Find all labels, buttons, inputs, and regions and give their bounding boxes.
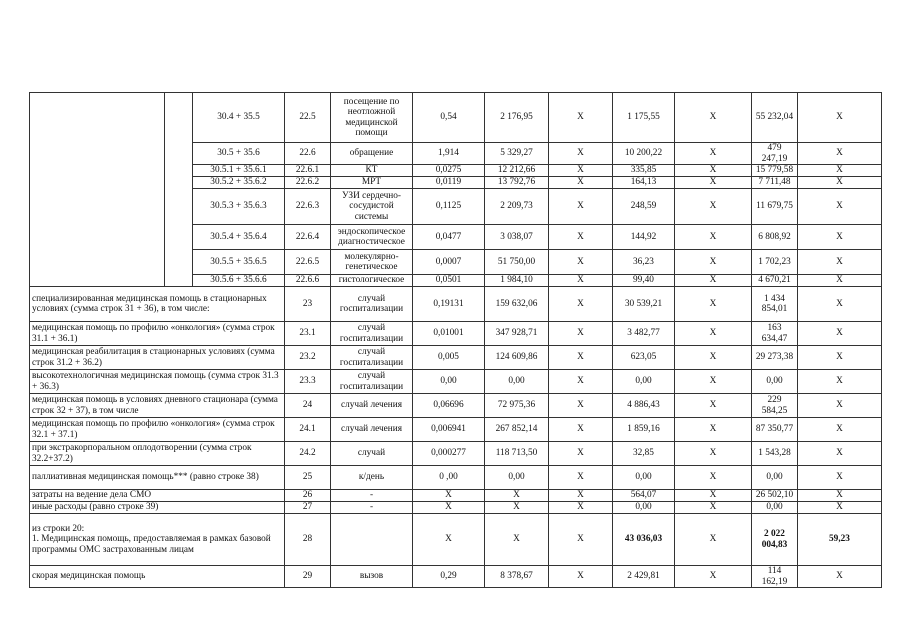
row-formula: 30.5.2 + 35.6.2 (193, 177, 285, 189)
row-value-c1: X (549, 418, 613, 442)
row-line-number: 24.2 (285, 442, 331, 466)
row-unit: УЗИ сердечно-сосудистой системы (331, 189, 413, 225)
row-value-c5: X (798, 177, 882, 189)
row-value-norm: 0,000277 (413, 442, 485, 466)
row-value-c2: 623,05 (613, 346, 675, 370)
row-description: медицинская помощь по профилю «онкология» (сумма строк 31.1 + 36.1) (30, 322, 285, 346)
row-value-c4: 6 808,92 (752, 225, 798, 250)
row-unit: эндоскопическое диагностическое (331, 225, 413, 250)
row-value-c5: X (798, 143, 882, 165)
row-line-number: 29 (285, 566, 331, 588)
row-value-norm: 0,01001 (413, 322, 485, 346)
row-value-c3: X (675, 177, 752, 189)
table-body (30, 93, 882, 588)
row-description: медицинская реабилитация в стационарных условиях (сумма строк 31.2 + 36.2) (30, 346, 285, 370)
omc-cost-table (29, 92, 882, 588)
row-value-cost: 2 176,95 (485, 93, 549, 143)
row-value-c2: 564,07 (613, 490, 675, 502)
row-value-c5: X (798, 394, 882, 418)
row-value-c4: 15 779,58 (752, 165, 798, 177)
row-line-number: 22.6.3 (285, 189, 331, 225)
row-value-c4: 7 711,48 (752, 177, 798, 189)
table-row (30, 466, 882, 490)
row-value-c1: X (549, 566, 613, 588)
row-line-number: 28 (285, 514, 331, 566)
row-value-c1: X (549, 165, 613, 177)
row-value-c4: 0,00 (752, 370, 798, 394)
row-value-c3: X (675, 490, 752, 502)
row-unit: гистологическое (331, 275, 413, 287)
row-value-norm: 0,005 (413, 346, 485, 370)
row-value-norm: 0,0501 (413, 275, 485, 287)
row-line-number: 24 (285, 394, 331, 418)
table-row (30, 394, 882, 418)
row-value-c1: X (549, 275, 613, 287)
row-line-number: 24.1 (285, 418, 331, 442)
row-line-number: 22.6.5 (285, 250, 331, 275)
row-value-c5: X (798, 346, 882, 370)
row-value-c3: X (675, 250, 752, 275)
row-line-number: 23.3 (285, 370, 331, 394)
row-value-c4: 229 584,25 (752, 394, 798, 418)
row-value-norm: 0,00 (413, 370, 485, 394)
row-value-cost: 12 212,66 (485, 165, 549, 177)
row-value-c3: X (675, 225, 752, 250)
row-value-cost: 72 975,36 (485, 394, 549, 418)
row-unit: случай госпитализации (331, 287, 413, 322)
row-value-c3: X (675, 466, 752, 490)
row-value-cost: 0,00 (485, 466, 549, 490)
row-value-c3: X (675, 322, 752, 346)
row-value-c2: 10 200,22 (613, 143, 675, 165)
row-value-c2: 30 539,21 (613, 287, 675, 322)
row-value-c4: 26 502,10 (752, 490, 798, 502)
row-value-cost: 267 852,14 (485, 418, 549, 442)
row-value-norm: 0,19131 (413, 287, 485, 322)
row-value-c3: X (675, 370, 752, 394)
row-value-c1: X (549, 346, 613, 370)
row-value-cost: 1 984,10 (485, 275, 549, 287)
row-value-norm: X (413, 514, 485, 566)
row-value-norm: 0,006941 (413, 418, 485, 442)
row-value-c1: X (549, 442, 613, 466)
row-value-cost: 5 329,27 (485, 143, 549, 165)
row-value-c4: 0,00 (752, 466, 798, 490)
row-value-c4: 1 434 854,01 (752, 287, 798, 322)
row-line-number: 25 (285, 466, 331, 490)
row-description: затраты на ведение дела СМО (30, 490, 285, 502)
row-formula: 30.5 + 35.6 (193, 143, 285, 165)
row-value-c1: X (549, 189, 613, 225)
row-formula: 30.5.1 + 35.6.1 (193, 165, 285, 177)
row-value-cost: 2 209,73 (485, 189, 549, 225)
row-formula: 30.5.3 + 35.6.3 (193, 189, 285, 225)
row-value-c5: X (798, 275, 882, 287)
row-value-c4: 479 247,19 (752, 143, 798, 165)
row-value-c3: X (675, 275, 752, 287)
row-value-c5: X (798, 418, 882, 442)
table-row (30, 442, 882, 466)
row-value-c3: X (675, 514, 752, 566)
row-unit: случай госпитализации (331, 322, 413, 346)
table-row (30, 502, 882, 514)
row-formula: 30.5.4 + 35.6.4 (193, 225, 285, 250)
row-unit: к/день (331, 466, 413, 490)
row-line-number: 22.6.6 (285, 275, 331, 287)
row-value-norm: 1,914 (413, 143, 485, 165)
row-value-c2: 335,85 (613, 165, 675, 177)
row-value-c1: X (549, 394, 613, 418)
row-value-c3: X (675, 418, 752, 442)
row-description: иные расходы (равно строке 39) (30, 502, 285, 514)
row-value-c5: X (798, 225, 882, 250)
row-value-c5: X (798, 165, 882, 177)
row-value-c3: X (675, 566, 752, 588)
row-value-cost: 159 632,06 (485, 287, 549, 322)
row-value-c2: 1 175,55 (613, 93, 675, 143)
table-row (30, 287, 882, 322)
row-value-c1: X (549, 490, 613, 502)
row-description: скорая медицинская помощь (30, 566, 285, 588)
blank-gap-cell (165, 93, 193, 287)
row-value-c4: 0,00 (752, 502, 798, 514)
row-value-c5: X (798, 490, 882, 502)
row-value-c3: X (675, 287, 752, 322)
row-value-c3: X (675, 442, 752, 466)
row-value-norm: 0 ,00 (413, 466, 485, 490)
row-formula: 30.5.5 + 35.6.5 (193, 250, 285, 275)
row-unit: случай лечения (331, 418, 413, 442)
row-value-c3: X (675, 394, 752, 418)
row-value-cost: X (485, 490, 549, 502)
row-unit: случай госпитализации (331, 370, 413, 394)
row-unit: - (331, 502, 413, 514)
row-value-norm: X (413, 502, 485, 514)
row-value-c5: X (798, 322, 882, 346)
row-unit: КТ (331, 165, 413, 177)
row-value-c2: 2 429,81 (613, 566, 675, 588)
row-unit: вызов (331, 566, 413, 588)
row-value-norm: X (413, 490, 485, 502)
table-row (30, 418, 882, 442)
row-value-c5: X (798, 250, 882, 275)
row-value-norm: 0,0477 (413, 225, 485, 250)
row-unit: посещение по неотложной медицинской помощи (331, 93, 413, 143)
row-value-cost: X (485, 502, 549, 514)
blank-desc-cell (30, 93, 165, 287)
row-line-number: 23 (285, 287, 331, 322)
row-value-norm: 0,29 (413, 566, 485, 588)
row-value-c2: 1 859,16 (613, 418, 675, 442)
row-value-c1: X (549, 93, 613, 143)
row-value-c4: 29 273,38 (752, 346, 798, 370)
row-value-c4: 4 670,21 (752, 275, 798, 287)
row-value-c2: 3 482,77 (613, 322, 675, 346)
row-formula: 30.4 + 35.5 (193, 93, 285, 143)
row-description: при экстракорпоральном оплодотворении (сумма строк 32.2+37.2) (30, 442, 285, 466)
row-description: специализированная медицинская помощь в стационарных условиях (сумма строк 31 + 36), в том числе: (30, 287, 285, 322)
row-description: из строки 20: 1. Медицинская помощь, предоставляемая в рамках базовой программы ОМС застрахованным лицам (30, 514, 285, 566)
row-value-c4: 87 350,77 (752, 418, 798, 442)
table-row (30, 346, 882, 370)
row-value-c1: X (549, 143, 613, 165)
row-line-number: 22.6.1 (285, 165, 331, 177)
row-unit: случай (331, 442, 413, 466)
row-value-c1: X (549, 225, 613, 250)
row-value-c4: 1 702,23 (752, 250, 798, 275)
row-value-c5: X (798, 370, 882, 394)
row-value-norm: 0,0275 (413, 165, 485, 177)
row-value-c2: 248,59 (613, 189, 675, 225)
row-value-norm: 0,0119 (413, 177, 485, 189)
row-value-c2: 43 036,03 (613, 514, 675, 566)
row-unit: случай лечения (331, 394, 413, 418)
row-value-c4: 1 543,28 (752, 442, 798, 466)
row-line-number: 26 (285, 490, 331, 502)
row-value-cost: 118 713,50 (485, 442, 549, 466)
row-line-number: 22.6.2 (285, 177, 331, 189)
row-unit: обращение (331, 143, 413, 165)
row-value-c2: 0,00 (613, 466, 675, 490)
row-line-number: 22.6.4 (285, 225, 331, 250)
row-value-c1: X (549, 287, 613, 322)
row-value-c2: 99,40 (613, 275, 675, 287)
row-value-norm: 0,06696 (413, 394, 485, 418)
row-value-cost: 3 038,07 (485, 225, 549, 250)
row-value-cost: 13 792,76 (485, 177, 549, 189)
row-unit: молекулярно-генетическое (331, 250, 413, 275)
row-value-cost: X (485, 514, 549, 566)
row-value-c3: X (675, 189, 752, 225)
row-value-c5: X (798, 287, 882, 322)
row-line-number: 23.2 (285, 346, 331, 370)
row-unit: МРТ (331, 177, 413, 189)
row-value-cost: 8 378,67 (485, 566, 549, 588)
row-value-c1: X (549, 514, 613, 566)
row-line-number: 23.1 (285, 322, 331, 346)
row-value-c5: X (798, 442, 882, 466)
row-unit: - (331, 490, 413, 502)
row-value-c1: X (549, 370, 613, 394)
row-value-c3: X (675, 502, 752, 514)
row-formula: 30.5.6 + 35.6.6 (193, 275, 285, 287)
row-line-number: 22.6 (285, 143, 331, 165)
row-value-c2: 144,92 (613, 225, 675, 250)
row-value-c4: 11 679,75 (752, 189, 798, 225)
row-value-c3: X (675, 165, 752, 177)
table-row (30, 566, 882, 588)
row-value-c2: 4 886,43 (613, 394, 675, 418)
row-description: медицинская помощь в условиях дневного стационара (сумма строк 32 + 37), в том числе (30, 394, 285, 418)
row-value-c1: X (549, 322, 613, 346)
table-row (30, 370, 882, 394)
row-value-c1: X (549, 177, 613, 189)
row-value-c1: X (549, 502, 613, 514)
row-value-c5: X (798, 502, 882, 514)
row-value-c5: X (798, 466, 882, 490)
row-description: медицинская помощь по профилю «онкология» (сумма строк 32.1 + 37.1) (30, 418, 285, 442)
row-value-norm: 0,0007 (413, 250, 485, 275)
row-value-c2: 0,00 (613, 370, 675, 394)
row-description: высокотехнологичная медицинская помощь (сумма строк 31.3 + 36.3) (30, 370, 285, 394)
row-description: паллиативная медицинская помощь*** (равно строке 38) (30, 466, 285, 490)
row-value-c5: X (798, 566, 882, 588)
row-value-c4: 55 232,04 (752, 93, 798, 143)
row-value-c3: X (675, 346, 752, 370)
row-value-c2: 32,85 (613, 442, 675, 466)
row-value-cost: 51 750,00 (485, 250, 549, 275)
row-value-c2: 0,00 (613, 502, 675, 514)
row-value-c3: X (675, 143, 752, 165)
row-line-number: 27 (285, 502, 331, 514)
row-unit: случай госпитализации (331, 346, 413, 370)
row-value-norm: 0,54 (413, 93, 485, 143)
row-value-c4: 114 162,19 (752, 566, 798, 588)
table-row (30, 514, 882, 566)
row-value-c2: 164,13 (613, 177, 675, 189)
table-row (30, 322, 882, 346)
row-unit (331, 514, 413, 566)
row-value-c2: 36,23 (613, 250, 675, 275)
table-row (30, 93, 882, 143)
row-line-number: 22.5 (285, 93, 331, 143)
row-value-cost: 0,00 (485, 370, 549, 394)
row-value-norm: 0,1125 (413, 189, 485, 225)
row-value-c4: 2 022 004,83 (752, 514, 798, 566)
row-value-cost: 347 928,71 (485, 322, 549, 346)
row-value-c3: X (675, 93, 752, 143)
row-value-c5: X (798, 189, 882, 225)
row-value-c1: X (549, 250, 613, 275)
row-value-cost: 124 609,86 (485, 346, 549, 370)
row-value-c5: 59,23 (798, 514, 882, 566)
row-value-c1: X (549, 466, 613, 490)
row-value-c4: 163 634,47 (752, 322, 798, 346)
table-row (30, 490, 882, 502)
row-value-c5: X (798, 93, 882, 143)
